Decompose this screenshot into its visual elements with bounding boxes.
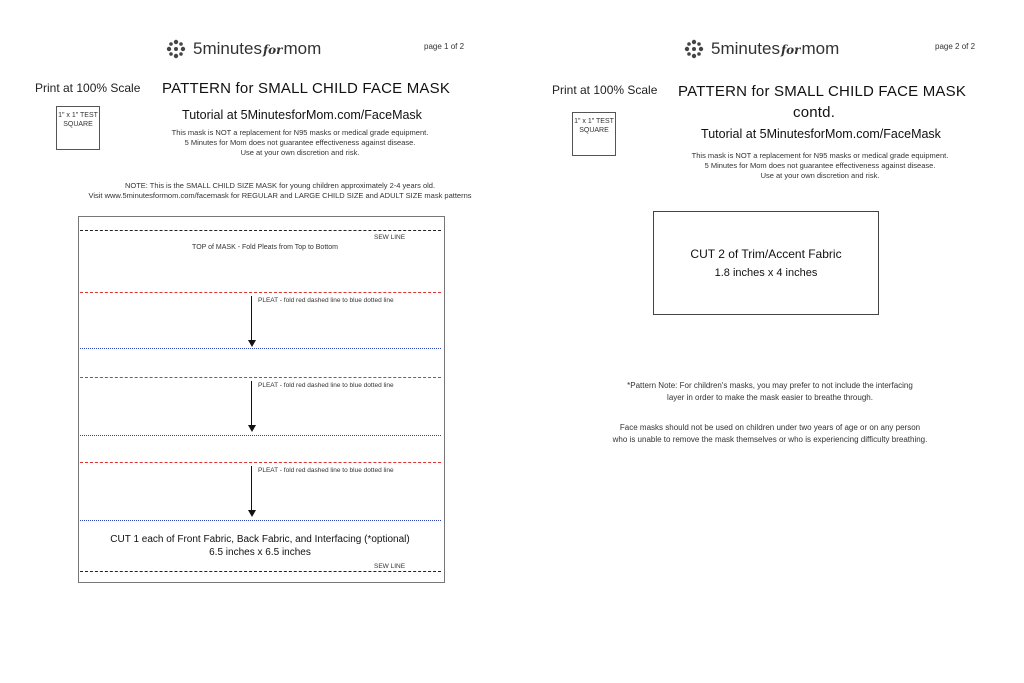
disclaimer-line: Use at your own discretion and risk. [760,171,880,180]
brand-for: for [780,43,801,57]
page-title: PATTERN for SMALL CHILD FACE MASK [678,83,967,100]
trim-size: 1.8 inches x 4 inches [714,267,818,279]
pleat-arrow-1 [251,296,252,341]
pleat-red-line-3 [80,462,441,463]
pleat-red-line-1 [80,292,441,293]
safety-warning [545,422,995,446]
pattern-note [560,380,980,404]
trim-title: CUT 2 of Trim/Accent Fabric [690,247,842,261]
sew-line-bottom [80,571,441,572]
brand-pre: 5minutes [193,39,262,58]
pattern-note-line: layer in order to make the mask easier to breathe through. [667,393,873,402]
trim-fabric-box [653,211,879,315]
page-number: page 1 of 2 [424,42,465,51]
pleat-red-line-2 [80,377,441,378]
pleat-label-3: PLEAT - fold red dashed line to blue dotted line [258,467,394,474]
print-scale: Print at 100% Scale [35,81,141,95]
cut-instructions [90,533,430,559]
brand-logo [683,38,839,60]
arrow-down-icon [248,340,256,347]
sew-line-label-top: SEW LINE [374,234,406,241]
pleat-label-1: PLEAT - fold red dashed line to blue dotted line [258,297,394,304]
page-number: page 2 of 2 [935,42,976,51]
top-of-mask-label: TOP of MASK - Fold Pleats from Top to Bottom [192,244,338,251]
arrow-down-icon [248,425,256,432]
tutorial-link[interactable]: Tutorial at 5MinutesforMom.com/FaceMask [182,108,422,122]
disclaimer-line: This mask is NOT a replacement for N95 masks or medical grade equipment. [691,151,949,160]
flower-icon [165,38,187,60]
test-square: 1" x 1" TEST SQUARE [56,106,100,150]
flower-icon [683,38,705,60]
pleat-blue-line-2 [80,435,441,436]
pleat-arrow-3 [251,466,252,511]
disclaimer [640,151,1000,181]
disclaimer [120,128,480,158]
print-scale: Print at 100% Scale [552,83,658,97]
brand-post: mom [801,39,840,58]
cut-line-2: 6.5 inches x 6.5 inches [209,547,311,558]
brand-post: mom [283,39,322,58]
test-square: 1" x 1" TEST SQUARE [572,112,616,156]
safety-warning-line: who is unable to remove the mask themselves or who is experiencing difficulty breathing. [612,435,928,444]
pattern-note-line: *Pattern Note: For children's masks, you may prefer to not include the interfacing [627,381,913,390]
pattern-box [78,216,445,583]
disclaimer-line: 5 Minutes for Mom does not guarantee effectiveness against disease. [184,138,416,147]
brand-pre: 5minutes [711,39,780,58]
pleat-blue-line-3 [80,520,441,521]
page-title-contd: contd. [793,104,836,121]
sew-line-label-bottom: SEW LINE [374,563,406,570]
pleat-arrow-2 [251,381,252,426]
disclaimer-line: Use at your own discretion and risk. [240,148,360,157]
arrow-down-icon [248,510,256,517]
size-note-line: Visit www.5minutesformom.com/facemask for REGULAR and LARGE CHILD SIZE and ADULT SIZE mask patterns [88,191,472,200]
size-note-line: NOTE: This is the SMALL CHILD SIZE MASK for young children approximately 2-4 years old. [124,181,436,190]
sew-line-top [80,230,441,231]
page-title: PATTERN for SMALL CHILD FACE MASK [162,80,451,97]
disclaimer-line: This mask is NOT a replacement for N95 masks or medical grade equipment. [171,128,429,137]
safety-warning-line: Face masks should not be used on children under two years of age or on any person [619,423,921,432]
brand-logo [165,38,321,60]
disclaimer-line: 5 Minutes for Mom does not guarantee effectiveness against disease. [704,161,936,170]
pleat-label-2: PLEAT - fold red dashed line to blue dotted line [258,382,394,389]
pleat-blue-line-1 [80,348,441,349]
size-note [20,181,540,201]
brand-for: for [262,43,283,57]
cut-line-1: CUT 1 each of Front Fabric, Back Fabric, and Interfacing (*optional) [110,534,410,545]
tutorial-link[interactable]: Tutorial at 5MinutesforMom.com/FaceMask [701,127,941,141]
